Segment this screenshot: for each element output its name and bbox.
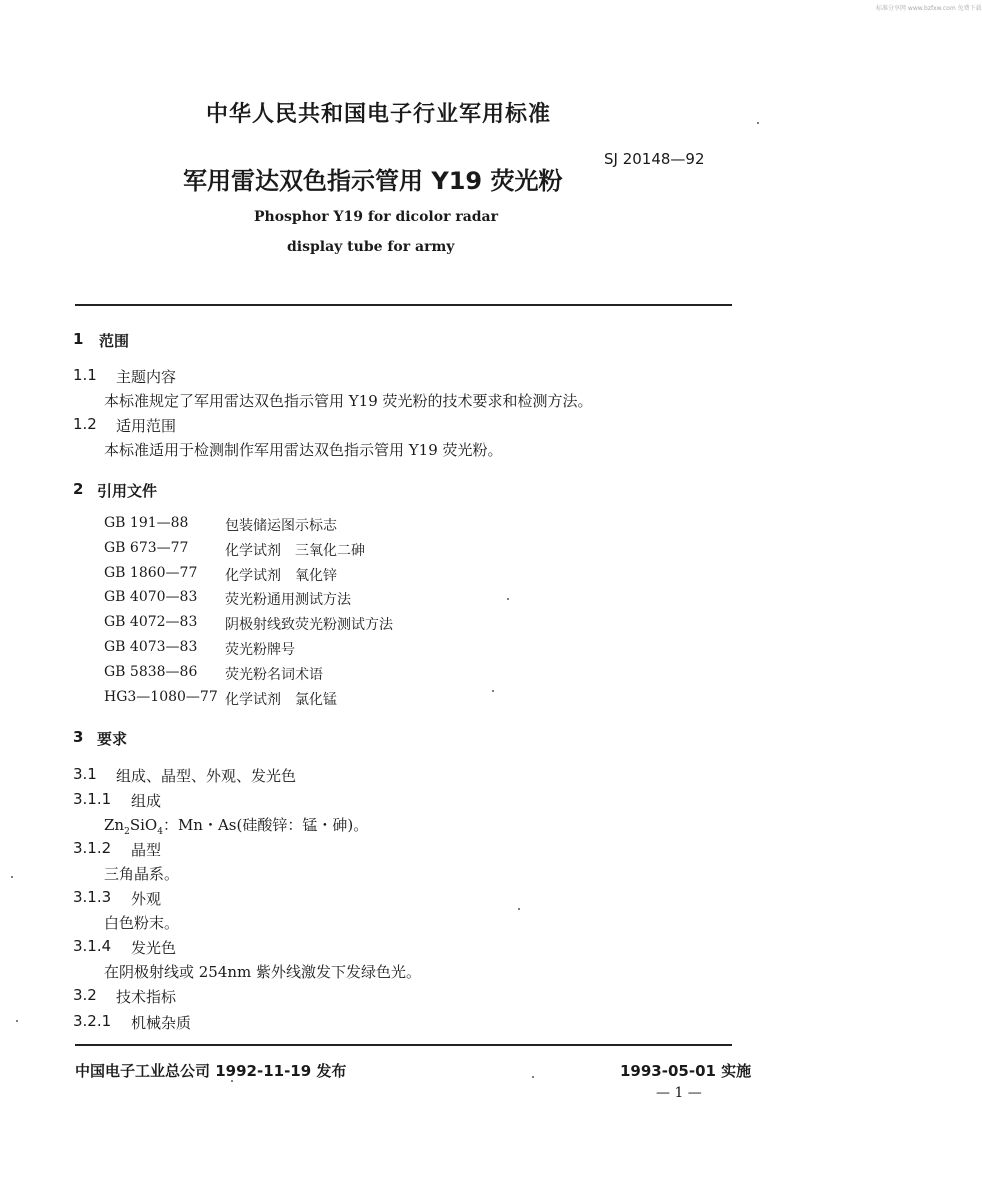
- page-number: — 1 —: [656, 1085, 702, 1101]
- section-3-number: 3: [73, 728, 84, 746]
- reference-title: 荧光粉通用测试方法: [225, 592, 351, 608]
- section-3-1-4-text: 在阴极射线或 254nm 紫外线激发下发绿色光。: [104, 963, 422, 981]
- issuer-line: 中国电子工业总公司 1992-11-19 发布: [75, 1062, 347, 1080]
- reference-title: 荧光粉名词术语: [225, 667, 323, 683]
- english-title-line-2: display tube for army: [287, 239, 455, 255]
- org-title: 中华人民共和国电子行业军用标准: [206, 102, 552, 127]
- section-3-1-4-title: 发光色: [131, 939, 177, 957]
- reference-title: 包装储运图示标志: [225, 518, 337, 534]
- reference-title: 荧光粉牌号: [225, 642, 295, 658]
- section-3-1-2-number: 3.1.2: [73, 839, 112, 857]
- footer-divider: [75, 1044, 732, 1046]
- scan-speck: [532, 1076, 534, 1078]
- section-2-number: 2: [73, 480, 84, 498]
- section-3-2-1-number: 3.2.1: [73, 1012, 112, 1030]
- reference-title: 化学试剂 三氧化二砷: [225, 543, 365, 559]
- section-3-1-3-text: 白色粉末。: [104, 914, 180, 932]
- section-3-2-number: 3.2: [73, 986, 97, 1004]
- section-3-1-number: 3.1: [73, 765, 97, 783]
- scan-speck: [507, 598, 509, 600]
- reference-code: GB 4070—83: [104, 589, 198, 605]
- english-title-line-1: Phosphor Y19 for dicolor radar: [254, 209, 499, 225]
- section-1-2-title: 适用范围: [116, 417, 177, 435]
- scan-speck: [16, 1020, 18, 1022]
- formula-subscript-4: 4: [157, 827, 163, 837]
- watermark: 标准分享网 www.bzfxw.com 免费下载: [876, 5, 982, 12]
- section-1-2-text: 本标准适用于检测制作军用雷达双色指示管用 Y19 荧光粉。: [104, 441, 503, 459]
- section-3-title: 要求: [97, 730, 128, 748]
- section-3-1-3-title: 外观: [131, 890, 162, 908]
- reference-title: 化学试剂 氯化锰: [225, 692, 337, 708]
- section-1-number: 1: [73, 330, 84, 348]
- formula-rest: ：Mn・As(硅酸锌：锰・砷)。: [162, 816, 369, 834]
- section-3-1-1-title: 组成: [131, 792, 162, 810]
- reference-code: GB 673—77: [104, 540, 189, 556]
- section-3-1-2-title: 晶型: [131, 841, 162, 859]
- section-1-title: 范围: [99, 332, 130, 350]
- section-3-1-1-formula: [104, 814, 368, 837]
- reference-code: GB 5838—86: [104, 664, 198, 680]
- formula-sio: SiO: [129, 816, 158, 834]
- section-1-1-title: 主题内容: [116, 368, 177, 386]
- reference-code: GB 191—88: [104, 515, 189, 531]
- standard-number: SJ 20148—92: [604, 150, 705, 168]
- reference-code: GB 4072—83: [104, 614, 198, 630]
- document-title: 军用雷达双色指示管用 Y19 荧光粉: [183, 167, 563, 195]
- reference-code: GB 1860—77: [104, 565, 198, 581]
- section-1-1-text: 本标准规定了军用雷达双色指示管用 Y19 荧光粉的技术要求和检测方法。: [104, 392, 593, 410]
- scan-speck: [231, 1080, 233, 1082]
- formula-subscript-2: 2: [124, 827, 130, 837]
- section-3-2-1-title: 机械杂质: [131, 1014, 192, 1032]
- formula-zn: Zn: [104, 816, 125, 834]
- scan-speck: [518, 908, 520, 910]
- reference-code: GB 4073—83: [104, 639, 198, 655]
- section-3-1-4-number: 3.1.4: [73, 937, 112, 955]
- section-3-2-title: 技术指标: [116, 988, 177, 1006]
- header-divider: [75, 304, 732, 306]
- effective-date: 1993-05-01 实施: [620, 1062, 752, 1080]
- section-1-1-number: 1.1: [73, 366, 97, 384]
- scan-speck: [492, 690, 494, 692]
- section-2-title: 引用文件: [97, 482, 158, 500]
- reference-code: HG3—1080—77: [104, 689, 218, 705]
- scan-speck: [757, 122, 759, 124]
- reference-title: 阴极射线致荧光粉测试方法: [225, 617, 393, 633]
- scan-speck: [11, 876, 13, 878]
- reference-title: 化学试剂 氧化锌: [225, 568, 337, 584]
- section-3-1-2-text: 三角晶系。: [104, 865, 180, 883]
- section-3-1-3-number: 3.1.3: [73, 888, 112, 906]
- section-3-1-title: 组成、晶型、外观、发光色: [116, 767, 297, 785]
- section-3-1-1-number: 3.1.1: [73, 790, 112, 808]
- section-1-2-number: 1.2: [73, 415, 97, 433]
